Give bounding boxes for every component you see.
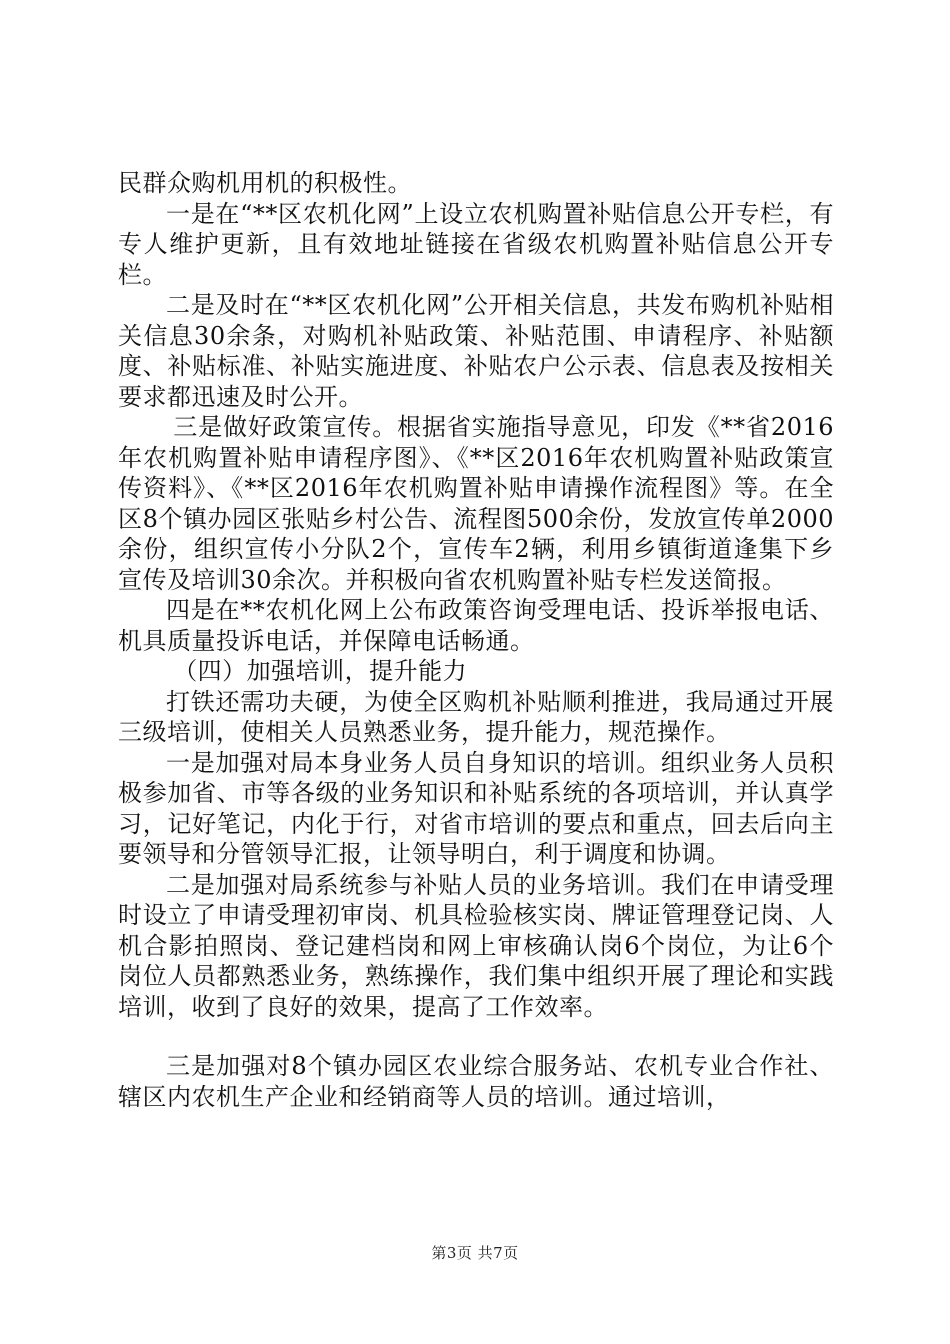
paragraph-item-one: 一是在“**区农机化网”上设立农机购置补贴信息公开专栏，有专人维护更新，且有效地址链接在省级农机购置补贴信息公开专栏。 <box>118 199 834 289</box>
document-body <box>118 168 834 1112</box>
paragraph-item-two: 二是及时在“**区农机化网”公开相关信息，共发布购机补贴相关信息30余条，对购机补贴政策、补贴范围、申请程序、补贴额度、补贴标准、补贴实施进度、补贴农户公示表、信息表及按相关要求都迅速及时公开。 <box>118 291 834 411</box>
paragraph-item-three: 三是做好政策宣传。根据省实施指导意见，印发《**省2016年农机购置补贴申请程序图》、《**区2016年农机购置补贴政策宣传资料》、《**区2016年农机购置补贴申请操作流程图》等。在全区8个镇办园区张贴乡村公告、流程图500余份，发放宣传单2000余份，组织宣传小分队2个，宣传车2辆，利用乡镇街道逢集下乡宣传及培训30余次。并积极向省农机购置补贴专栏发送简报。 <box>118 413 834 594</box>
paragraph-gap <box>118 1022 834 1051</box>
paragraph-training-two: 二是加强对局系统参与补贴人员的业务培训。我们在申请受理时设立了申请受理初审岗、机具检验核实岗、牌证管理登记岗、人机合影拍照岗、登记建档岗和网上审核确认岗6个岗位，为让6个岗位人员都熟悉业务，熟练操作，我们集中组织开展了理论和实践培训，收到了良好的效果，提高了工作效率。 <box>118 870 834 1021</box>
page-footer: 第3页 共7页 <box>431 1244 519 1262</box>
section-heading: （四）加强培训，提升能力 <box>173 657 468 685</box>
paragraph-training-one: 一是加强对局本身业务人员自身知识的培训。组织业务人员积极参加省、市等各级的业务知识和补贴系统的各项培训，并认真学习，记好笔记，内化于行，对省市培训的要点和重点，回去后向主要领导和分管领导汇报，让领导明白，利于调度和协调。 <box>118 748 834 868</box>
paragraph-training-intro: 打铁还需功夫硬，为使全区购机补贴顺利推进，我局通过开展三级培训，使相关人员熟悉业务，提升能力，规范操作。 <box>118 687 834 746</box>
paragraph-item-four: 四是在**农机化网上公布政策咨询受理电话、投诉举报电话、机具质量投诉电话，并保障电话畅通。 <box>118 596 834 655</box>
paragraph-continuation: 民群众购机用机的积极性。 <box>118 169 412 197</box>
paragraph-training-three: 三是加强对8个镇办园区农业综合服务站、农机专业合作社、辖区内农机生产企业和经销商等人员的培训。通过培训， <box>118 1052 834 1111</box>
